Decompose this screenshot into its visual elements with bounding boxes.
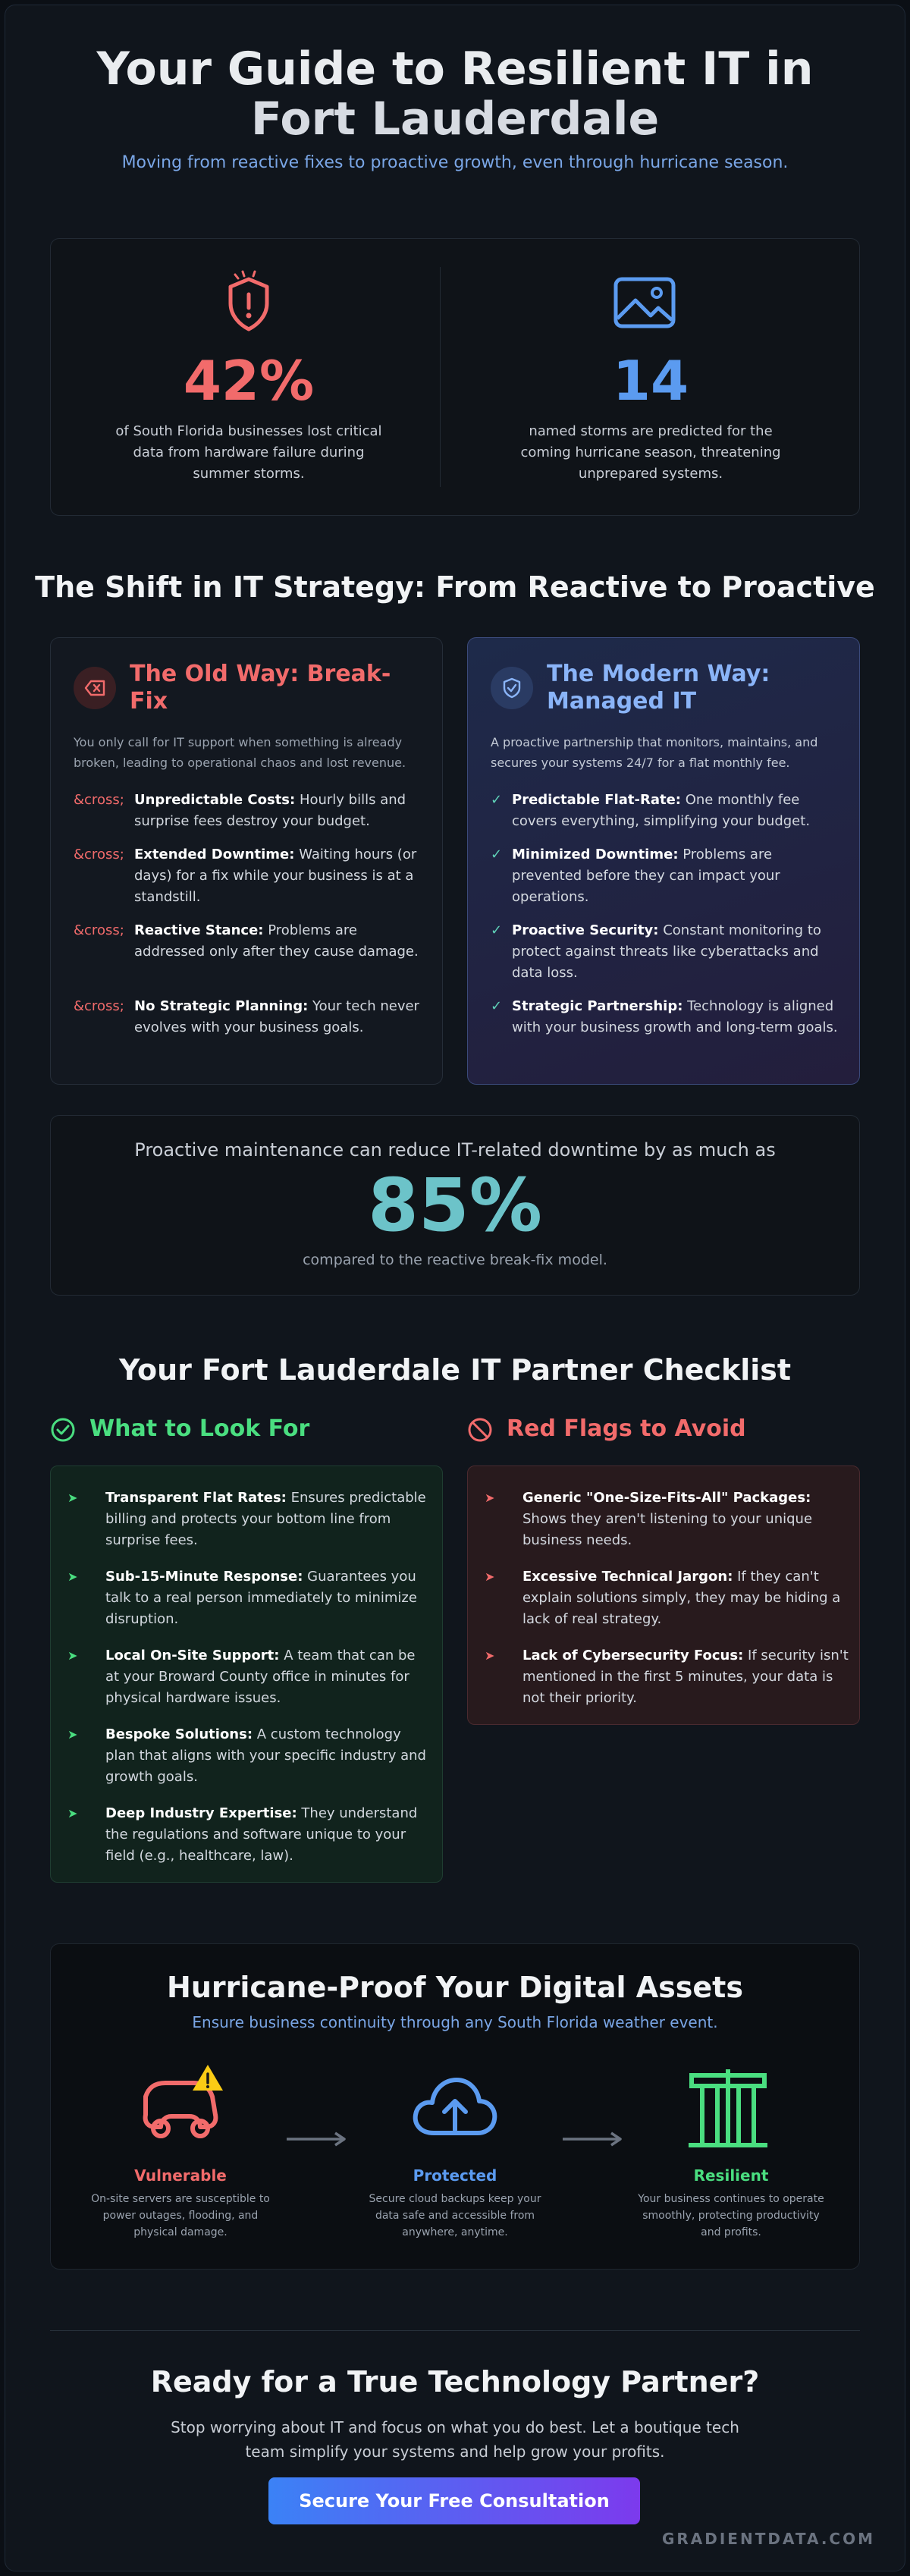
red-flag-item: [522, 1566, 849, 1630]
cross-mark-icon: &cross;: [74, 792, 124, 808]
look-for-item-text: A custom technology plan that aligns with your specific industry and growth goals.: [105, 1726, 426, 1785]
car-warning-icon: [135, 2062, 226, 2145]
look-for-item-title: Local On-Site Support:: [105, 1648, 280, 1663]
modern-way-item-text: Technology is aligned with your business growth and long-term goals.: [512, 998, 838, 1035]
building-icon: [686, 2066, 770, 2151]
look-for-item-title: Sub-15-Minute Response:: [105, 1569, 303, 1585]
step-label-protected: Protected: [413, 2166, 497, 2185]
modern-way-item: [512, 790, 838, 832]
modern-way-item: [512, 844, 838, 908]
free-consultation-button[interactable]: Secure Your Free Consultation: [268, 2477, 640, 2524]
arrow-right-icon: ➤: [485, 1569, 495, 1584]
look-for-item-title: Bespoke Solutions:: [105, 1726, 253, 1742]
old-way-intro: You only call for IT support when something is already broken, leading to operational chaos and lost revenue.: [74, 735, 406, 770]
arrow-right-icon: ➤: [485, 1491, 495, 1505]
look-for-item-text: Guarantees you talk to a real person immediately to minimize disruption.: [105, 1569, 417, 1627]
image-icon: [611, 273, 678, 334]
modern-way-intro: A proactive partnership that monitors, maintains, and secures your systems 24/7 for a flat monthly fee.: [491, 735, 818, 770]
red-flag-item-text: Shows they aren't listening to your unique business needs.: [522, 1511, 813, 1548]
cta-description-line2: team simplify your systems and help grow your profits.: [245, 2442, 665, 2461]
hurricane-subtitle: Ensure business continuity through any South Florida weather event.: [192, 2013, 718, 2031]
modern-way-title: The Modern Way: Managed IT: [547, 661, 770, 715]
old-way-item: [134, 920, 425, 963]
old-way-item-title: Unpredictable Costs:: [134, 792, 296, 808]
check-circle-icon: [50, 1417, 76, 1443]
downtime-lead: Proactive maintenance can reduce IT-related downtime by as much as: [134, 1139, 776, 1161]
arrow-right-icon: [285, 2131, 349, 2147]
arrow-right-icon: ➤: [67, 1727, 78, 1742]
backspace-icon: [74, 667, 116, 709]
modern-way-item-title: Proactive Security:: [512, 922, 659, 938]
red-flag-item-text: If security isn't mentioned in the first 5 minutes, your data is not their priority.: [522, 1648, 849, 1706]
check-mark-icon: ✓: [491, 847, 503, 862]
red-flag-item-title: Generic "One-Size-Fits-All" Packages:: [522, 1490, 811, 1506]
downtime-sub: compared to the reactive break-fix model.: [303, 1252, 607, 1268]
page-title: [0, 44, 910, 144]
look-for-item-text: Ensures predictable billing and protects your bottom line from surprise fees.: [105, 1490, 426, 1548]
modern-way-item-title: Predictable Flat-Rate:: [512, 792, 681, 808]
stat-value-storm-data-loss: 42%: [183, 349, 315, 413]
hurricane-title: Hurricane-Proof Your Digital Assets: [167, 1971, 743, 2004]
look-for-item-text: They understand the regulations and software unique to your field (e.g., healthcare, law).: [105, 1805, 418, 1864]
arrow-right-icon: ➤: [67, 1491, 78, 1505]
old-way-item-title: No Strategic Planning:: [134, 998, 309, 1014]
look-for-item: [105, 1724, 431, 1788]
modern-way-item-text: Constant monitoring to protect against threats like cyberattacks and data loss.: [512, 922, 821, 981]
look-for-item: [105, 1566, 431, 1630]
step-desc-vulnerable: On-site servers are susceptible to power outages, flooding, and physical damage.: [91, 2193, 270, 2238]
look-for-item-title: Transparent Flat Rates:: [105, 1490, 287, 1506]
shield-alert-icon: [212, 267, 285, 340]
page-subtitle: Moving from reactive fixes to proactive growth, even through hurricane season.: [121, 153, 789, 172]
old-way-item-title: Reactive Stance:: [134, 922, 264, 938]
old-way-card: [50, 637, 443, 1085]
look-for-card: [50, 1465, 443, 1883]
check-mark-icon: ✓: [491, 998, 503, 1014]
red-flags-heading: Red Flags to Avoid: [507, 1415, 746, 1442]
arrow-right-icon: ➤: [67, 1648, 78, 1663]
red-flag-item-title: Lack of Cybersecurity Focus:: [522, 1648, 744, 1663]
red-flag-item: [522, 1645, 849, 1709]
step-label-vulnerable: Vulnerable: [134, 2166, 227, 2185]
old-way-item: [134, 996, 425, 1038]
arrow-right-icon: ➤: [485, 1648, 495, 1663]
brand-watermark: GRADIENTDATA.COM: [661, 2530, 875, 2548]
stats-divider: [440, 267, 441, 487]
step-label-resilient: Resilient: [693, 2166, 769, 2185]
cross-mark-icon: &cross;: [74, 998, 124, 1014]
old-way-item-text: Your tech never evolves with your business goals.: [134, 998, 419, 1035]
look-for-item: [105, 1645, 431, 1709]
ban-icon: [467, 1417, 493, 1443]
old-way-item-title: Extended Downtime:: [134, 847, 295, 862]
cross-mark-icon: &cross;: [74, 847, 124, 862]
shift-section-title: The Shift in IT Strategy: From Reactive to Proactive: [35, 570, 875, 604]
red-flag-item-title: Excessive Technical Jargon:: [522, 1569, 733, 1585]
shield-check-icon: [491, 667, 533, 709]
check-mark-icon: ✓: [491, 792, 503, 808]
cta-title: Ready for a True Technology Partner?: [150, 2365, 760, 2399]
checklist-title: Your Fort Lauderdale IT Partner Checklist: [118, 1353, 792, 1387]
stat-description-storm-data-loss: of South Florida businesses lost critical data from hardware failure during summer storms.: [115, 423, 382, 482]
downtime-value: 85%: [368, 1163, 542, 1248]
step-desc-resilient: Your business continues to operate smoothly, protecting productivity and profits.: [638, 2193, 824, 2238]
modern-way-card: [467, 637, 860, 1085]
look-for-heading: What to Look For: [89, 1415, 310, 1442]
modern-way-item: [512, 996, 838, 1038]
modern-way-item: [512, 920, 838, 984]
page-title-line2: Fort Lauderdale: [250, 93, 660, 146]
cta-description-line1: Stop worrying about IT and focus on what you do best. Let a boutique tech: [171, 2418, 739, 2436]
modern-way-item-title: Minimized Downtime:: [512, 847, 679, 862]
old-way-title: The Old Way: Break-Fix: [130, 661, 391, 715]
red-flag-item-text: If they can't explain solutions simply, they may be hiding a lack of real strategy.: [522, 1569, 841, 1627]
cross-mark-icon: &cross;: [74, 922, 124, 938]
arrow-right-icon: ➤: [67, 1569, 78, 1584]
look-for-item: [105, 1487, 431, 1551]
modern-way-item-text: Problems are prevented before they can impact your operations.: [512, 847, 780, 905]
stat-description-named-storms: named storms are predicted for the coming hurricane season, threatening unprepared systems.: [520, 423, 781, 482]
old-way-item-text: Hourly bills and surprise fees destroy your budget.: [134, 792, 406, 829]
red-flag-item: [522, 1487, 849, 1551]
page-title-line1: Your Guide to Resilient IT in: [96, 42, 814, 96]
arrow-right-icon: ➤: [67, 1806, 78, 1820]
cloud-upload-icon: [410, 2071, 500, 2147]
old-way-item: [134, 790, 425, 832]
look-for-item: [105, 1803, 431, 1867]
modern-way-item-title: Strategic Partnership:: [512, 998, 683, 1014]
old-way-item-text: Waiting hours (or days) for a fix while your business is at a standstill.: [134, 847, 417, 905]
modern-way-item-text: One monthly fee covers everything, simplifying your budget.: [512, 792, 811, 829]
arrow-right-icon: [561, 2131, 625, 2147]
cta-description: [114, 2415, 796, 2464]
old-way-item-text: Problems are addressed only after they cause damage.: [134, 922, 419, 960]
old-way-item: [134, 844, 425, 908]
step-desc-protected: Secure cloud backups keep your data safe and accessible from anywhere, anytime.: [369, 2193, 541, 2238]
check-mark-icon: ✓: [491, 922, 503, 938]
look-for-item-title: Deep Industry Expertise:: [105, 1805, 297, 1821]
look-for-item-text: A team that can be at your Broward County office in minutes for physical hardware issues.: [105, 1648, 416, 1706]
red-flags-card: [467, 1465, 860, 1725]
section-divider: [50, 2330, 860, 2331]
stat-value-named-storms: 14: [612, 349, 689, 413]
